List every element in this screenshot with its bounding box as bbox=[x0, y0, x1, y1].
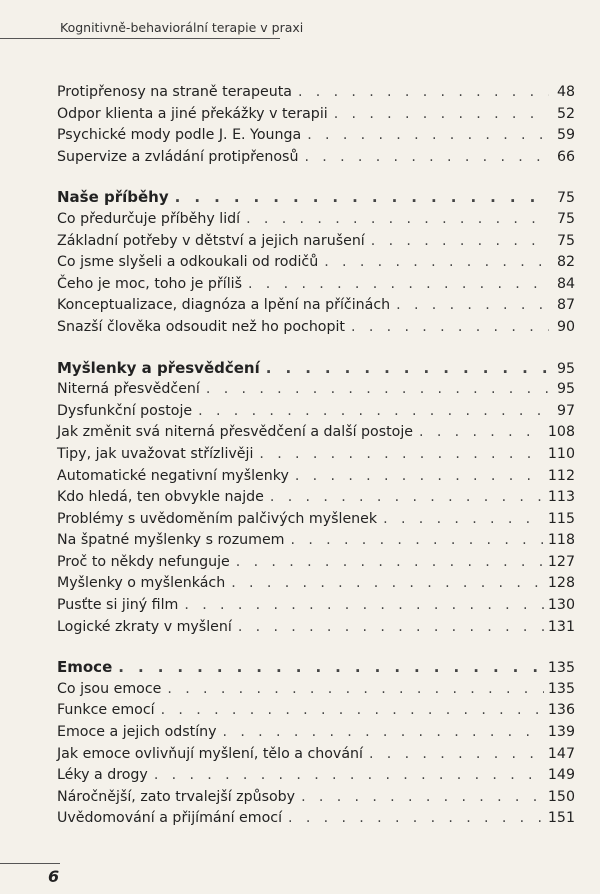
toc-entry[interactable] bbox=[57, 274, 575, 296]
toc-entry[interactable] bbox=[57, 295, 575, 317]
toc-entry-page: 110 bbox=[547, 445, 575, 462]
toc-entry-title: Proč to někdy nefunguje bbox=[57, 553, 230, 570]
toc-entry-page: 139 bbox=[547, 724, 575, 741]
dot-leader bbox=[198, 401, 549, 423]
dot-leader bbox=[369, 744, 544, 766]
dot-leader bbox=[291, 530, 544, 552]
dot-leader bbox=[301, 787, 544, 809]
toc-entry-title: Logické zkraty v myšlení bbox=[57, 618, 232, 635]
toc-entry-title: Emoce a jejich odstíny bbox=[57, 724, 217, 741]
toc-entry-page: 128 bbox=[547, 575, 575, 592]
dot-leader bbox=[371, 231, 549, 253]
dot-leader bbox=[248, 274, 549, 296]
toc-entry-title: Základní potřeby v dětství a jejich narušení bbox=[57, 232, 365, 249]
toc-entry[interactable] bbox=[57, 509, 575, 531]
toc-entry-page: 115 bbox=[547, 510, 575, 527]
dot-leader bbox=[223, 722, 544, 744]
dot-leader bbox=[206, 379, 549, 401]
toc-entry-page: 87 bbox=[556, 297, 575, 314]
footer-rule bbox=[0, 863, 60, 864]
toc-entry[interactable] bbox=[57, 401, 575, 423]
toc-entry-page: 108 bbox=[547, 424, 575, 441]
toc-entry[interactable] bbox=[57, 595, 575, 617]
toc-entry[interactable] bbox=[57, 82, 575, 104]
toc-entry-page: 52 bbox=[556, 105, 575, 122]
toc-entry-page: 95 bbox=[556, 381, 575, 398]
toc-entry[interactable] bbox=[57, 617, 575, 639]
toc-entry-page: 82 bbox=[556, 254, 575, 271]
toc-entry[interactable] bbox=[57, 787, 575, 809]
toc-entry-page: 90 bbox=[556, 318, 575, 335]
toc-entry-page: 97 bbox=[556, 402, 575, 419]
toc-entry[interactable] bbox=[57, 679, 575, 701]
toc-entry-page: 150 bbox=[547, 788, 575, 805]
toc-chapter-page: 135 bbox=[547, 660, 575, 677]
dot-leader bbox=[324, 252, 549, 274]
toc-entry[interactable] bbox=[57, 552, 575, 574]
toc-entry-page: 66 bbox=[556, 148, 575, 165]
toc-entry-page: 113 bbox=[547, 489, 575, 506]
toc-entry[interactable] bbox=[57, 231, 575, 253]
dot-leader bbox=[118, 657, 544, 679]
dot-leader bbox=[266, 358, 549, 380]
dot-leader bbox=[351, 317, 549, 339]
toc-entry-title: Jak emoce ovlivňují myšlení, tělo a chování bbox=[57, 745, 363, 762]
toc-entry-title: Myšlenky o myšlenkách bbox=[57, 575, 226, 592]
toc-entry-title: Uvědomování a přijímání emocí bbox=[57, 810, 283, 827]
toc-entry-page: 84 bbox=[556, 275, 575, 292]
dot-leader bbox=[184, 595, 544, 617]
toc-chapter[interactable] bbox=[57, 358, 575, 380]
dot-leader bbox=[288, 808, 544, 830]
toc-entry-page: 127 bbox=[547, 553, 575, 570]
toc-entry-page: 149 bbox=[547, 767, 575, 784]
toc-entry-title: Pusťte si jiný film bbox=[57, 597, 179, 614]
toc-entry[interactable] bbox=[57, 444, 575, 466]
toc-entry[interactable] bbox=[57, 700, 575, 722]
toc-entry-page: 151 bbox=[547, 810, 575, 827]
toc-entry-title: Náročnější, zato trvalejší způsoby bbox=[57, 788, 296, 805]
toc-entry-page: 135 bbox=[547, 680, 575, 697]
toc-chapter-page: 95 bbox=[556, 360, 575, 377]
dot-leader bbox=[246, 209, 549, 231]
dot-leader bbox=[396, 295, 549, 317]
toc-entry[interactable] bbox=[57, 104, 575, 126]
toc-entry-page: 118 bbox=[547, 532, 575, 549]
toc-entry[interactable] bbox=[57, 466, 575, 488]
toc-entry-page: 131 bbox=[547, 618, 575, 635]
toc-entry-title: Supervize a zvládání protipřenosů bbox=[57, 148, 299, 165]
dot-leader bbox=[304, 147, 549, 169]
toc-entry-page: 130 bbox=[547, 597, 575, 614]
toc-entry-title: Na špatné myšlenky s rozumem bbox=[57, 532, 285, 549]
toc-entry-title: Automatické negativní myšlenky bbox=[57, 467, 289, 484]
toc-entry[interactable] bbox=[57, 765, 575, 787]
toc-entry-title: Co jsme slyšeli a odkoukali od rodičů bbox=[57, 254, 319, 271]
toc-entry-title: Dysfunkční postoje bbox=[57, 402, 193, 419]
toc-entry-title: Snazší člověka odsoudit než ho pochopit bbox=[57, 318, 345, 335]
dot-leader bbox=[270, 487, 544, 509]
toc-entry-page: 147 bbox=[547, 745, 575, 762]
toc-entry-title: Funkce emocí bbox=[57, 702, 155, 719]
toc-entry[interactable] bbox=[57, 808, 575, 830]
toc-entry-page: 59 bbox=[556, 127, 575, 144]
toc-entry-title: Psychické mody podle J. E. Younga bbox=[57, 127, 302, 144]
dot-leader bbox=[383, 509, 544, 531]
toc-entry-title: Protipřenosy na straně terapeuta bbox=[57, 84, 292, 100]
toc-entry[interactable] bbox=[57, 744, 575, 766]
dot-leader bbox=[161, 700, 544, 722]
toc-chapter-title: Myšlenky a přesvědčení bbox=[57, 358, 260, 377]
dot-leader bbox=[238, 617, 544, 639]
toc-chapter[interactable] bbox=[57, 657, 575, 679]
toc-entry-page: 48 bbox=[556, 84, 575, 100]
dot-leader bbox=[167, 679, 544, 701]
toc-entry-title: Kdo hledá, ten obvykle najde bbox=[57, 489, 264, 506]
table-of-contents bbox=[57, 82, 575, 830]
toc-entry-title: Co předurčuje příběhy lidí bbox=[57, 210, 241, 227]
toc-entry-page: 136 bbox=[547, 702, 575, 719]
toc-entry[interactable] bbox=[57, 573, 575, 595]
dot-leader bbox=[231, 573, 544, 595]
dot-leader bbox=[154, 765, 544, 787]
toc-chapter[interactable] bbox=[57, 187, 575, 209]
toc-entry-title: Odpor klienta a jiné překážky v terapii bbox=[57, 105, 328, 122]
toc-entry[interactable] bbox=[57, 209, 575, 231]
dot-leader bbox=[236, 552, 544, 574]
dot-leader bbox=[259, 444, 544, 466]
toc-entry[interactable] bbox=[57, 252, 575, 274]
toc-entry-title: Tipy, jak uvažovat střízlivěji bbox=[57, 445, 254, 462]
toc-entry-page: 75 bbox=[556, 210, 575, 227]
dot-leader bbox=[175, 187, 549, 209]
running-title: Kognitivně-behaviorální terapie v praxi bbox=[60, 20, 304, 35]
toc-entry-page: 112 bbox=[547, 467, 575, 484]
dot-leader bbox=[419, 422, 544, 444]
toc-entry[interactable] bbox=[57, 422, 575, 444]
toc-chapter-page: 75 bbox=[556, 190, 575, 207]
dot-leader bbox=[295, 466, 544, 488]
toc-entry-title: Čeho je moc, toho je příliš bbox=[57, 275, 242, 292]
toc-entry-title: Jak změnit svá niterná přesvědčení a další postoje bbox=[57, 424, 414, 441]
toc-entry[interactable] bbox=[57, 379, 575, 401]
dot-leader bbox=[307, 125, 549, 147]
toc-chapter-title: Naše příběhy bbox=[57, 188, 169, 207]
toc-entry[interactable] bbox=[57, 147, 575, 169]
dot-leader bbox=[298, 82, 549, 104]
toc-entry-title: Léky a drogy bbox=[57, 767, 148, 784]
toc-chapter-title: Emoce bbox=[57, 658, 113, 677]
toc-entry-title: Problémy s uvědoměním palčivých myšlenek bbox=[57, 510, 378, 527]
toc-entry[interactable] bbox=[57, 125, 575, 147]
toc-entry-page: 75 bbox=[556, 232, 575, 249]
toc-entry[interactable] bbox=[57, 722, 575, 744]
toc-entry-title: Co jsou emoce bbox=[57, 680, 162, 697]
header-rule bbox=[0, 38, 280, 39]
toc-entry[interactable] bbox=[57, 317, 575, 339]
toc-entry-title: Niterná přesvědčení bbox=[57, 381, 200, 398]
toc-entry-title: Konceptualizace, diagnóza a lpění na příčinách bbox=[57, 297, 391, 314]
page-number: 6 bbox=[48, 867, 60, 886]
toc-entry[interactable] bbox=[57, 487, 575, 509]
dot-leader bbox=[334, 104, 549, 126]
toc-entry[interactable] bbox=[57, 530, 575, 552]
